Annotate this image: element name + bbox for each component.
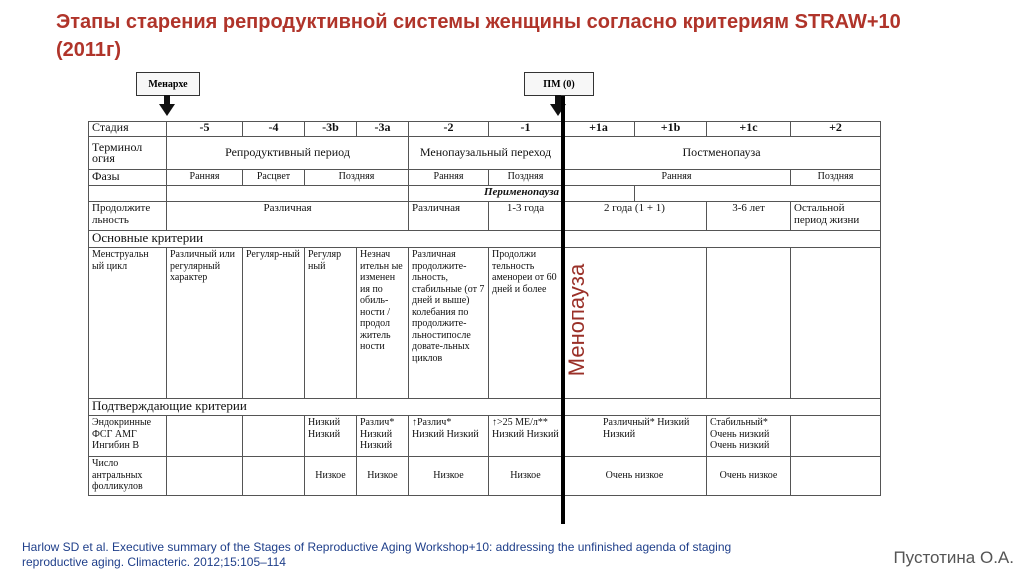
cycle-cell: Различный или регулярный характер [167,248,243,399]
duration-mt-late: 1-3 года [489,202,563,231]
stage-label: Стадия [89,122,167,137]
stage-cell: +1b [635,122,707,137]
author-name: Пустотина О.А. [893,548,1014,567]
fmp-marker: ПМ (0) [524,72,594,96]
phase-mt-late: Поздняя [489,170,563,186]
follicle-cell: Очень низкое [707,457,791,496]
follicle-row [89,457,881,496]
supporting-criteria-heading: Подтверждающие критерии [89,399,881,416]
endocrine-row [89,416,881,457]
follicle-cell: Очень низкое [563,457,707,496]
endocrine-cell: Различ* Низкий Низкий [357,416,409,457]
cycle-cell: Регуляр-ный [243,248,305,399]
follicle-cell: Низкое [305,457,357,496]
duration-row [89,202,881,231]
menopause-label: Менопауза [564,263,589,377]
terminology-row [89,137,881,170]
menarche-arrow-icon [159,104,175,116]
main-criteria-heading: Основные критерии [89,231,881,248]
endocrine-cell: ↑Различ* Низкий Низкий [409,416,489,457]
stage-cell: -2 [409,122,489,137]
phase-early: Ранняя [167,170,243,186]
duration-label: Продолжите льность [89,202,167,231]
follicle-cell: Низкое [409,457,489,496]
perimenopause-row [89,186,881,202]
stage-cell: -5 [167,122,243,137]
phase-peak: Расцвет [243,170,305,186]
postmenopause: Постменопауза [563,137,881,170]
follicle-cell: Низкое [357,457,409,496]
supporting-criteria-row [89,399,881,416]
duration-mt-early: Различная [409,202,489,231]
stage-cell: -3a [357,122,409,137]
phase-late: Поздняя [305,170,409,186]
endocrine-label: Эндокринные ФСГ АМГ Ингибин В [89,416,167,457]
phase-mt-early: Ранняя [409,170,489,186]
duration-pm-1c: 3-6 лет [707,202,791,231]
stage-cell: -1 [489,122,563,137]
terminology-label: Терминол огия [89,137,167,170]
duration-pm-2: Остальной период жизни [791,202,881,231]
endocrine-cell: ↑>25 МЕ/л** Низкий Низкий [489,416,563,457]
endocrine-cell: Различный* Низкий Низкий [563,416,707,457]
phase-label: Фазы [89,170,167,186]
cycle-label: Менструальн ый цикл [89,248,167,399]
perimenopause-label: Перименопауза [409,186,635,202]
cycle-cell: Продолжи тельность аменореи от 60 дней и более [489,248,563,399]
cycle-cell: Различная продолжите-льность, стабильные (от 7 дней и выше) колебания по продолжите-льностипосле довате-льных циклов [409,248,489,399]
cycle-cell: Незнач ительн ые изменен ия по обиль-ности / продол житель ности [357,248,409,399]
endocrine-cell: Стабильный* Очень низкий Очень низкий [707,416,791,457]
phase-row [89,170,881,186]
stage-row [89,122,881,137]
follicle-label: Число антральных фолликулов [89,457,167,496]
stage-cell: -4 [243,122,305,137]
phase-pm-late: Поздняя [791,170,881,186]
cycle-row [89,248,881,399]
menopausal-transition: Менопаузальный переход [409,137,563,170]
endocrine-cell: Низкий Низкий [305,416,357,457]
follicle-cell: Низкое [489,457,563,496]
stage-cell: +1c [707,122,791,137]
menarche-marker: Менархе [136,72,200,96]
straw-table [88,121,881,496]
citation: Harlow SD et al. Executive summary of the Stages of Reproductive Aging Workshop+10: addressing the unfinished agenda of staging reproductive aging. Climacteric. 2012;15:105–114 [22,540,732,569]
main-criteria-row [89,231,881,248]
phase-pm-early: Ранняя [563,170,791,186]
reproductive-period: Репродуктивный период [167,137,409,170]
slide-title: Этапы старения репродуктивной системы женщины согласно критериям STRAW+10 (2011г) [56,11,901,61]
stage-cell: -3b [305,122,357,137]
stage-cell: +1a [563,122,635,137]
stage-cell: +2 [791,122,881,137]
cycle-cell: Регуляр ный [305,248,357,399]
duration-pm-1ab: 2 года (1 + 1) [563,202,707,231]
duration-variable: Различная [167,202,409,231]
